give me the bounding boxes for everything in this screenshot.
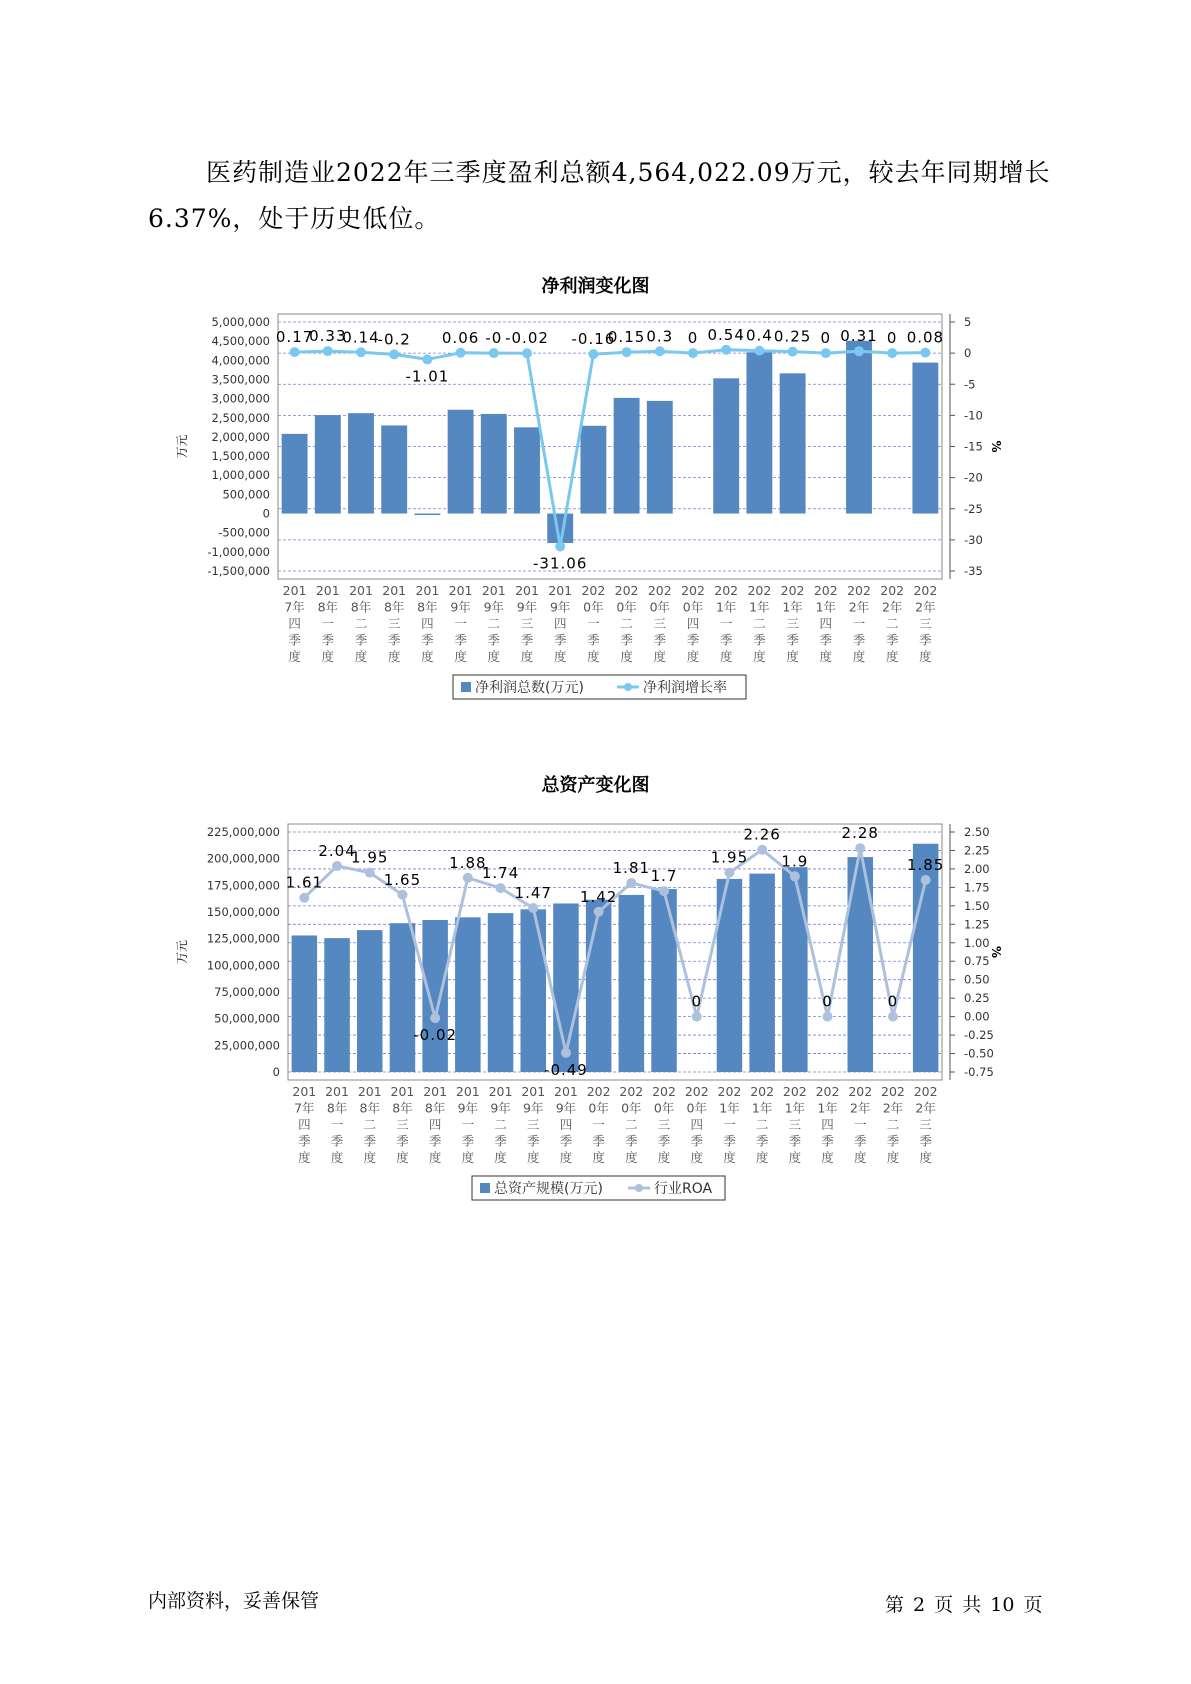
left-axis-tick-label: 150,000,000 [206, 905, 280, 919]
right-axis-tick-label: 1.75 [964, 880, 990, 895]
x-tick-label: 201 9年二季度 [488, 1084, 513, 1165]
data-label: 0.31 [840, 327, 878, 346]
bar [520, 909, 546, 1072]
bar [713, 378, 739, 513]
left-axis-tick-label: 25,000,000 [214, 1038, 280, 1053]
line-point [921, 875, 931, 885]
left-axis-tick-label: 1,000,000 [211, 468, 270, 483]
x-tick-label: 201 7年四季度 [282, 583, 307, 664]
bar [846, 341, 872, 514]
right-axis-tick-label: -5 [964, 377, 976, 392]
body-paragraph: 医药制造业2022年三季度盈利总额4,564,022.09万元，较去年同期增长6.37%，处于历史低位。 [148, 158, 1051, 233]
data-label: -0.49 [544, 1060, 588, 1079]
line-point [721, 345, 731, 355]
line-point [496, 883, 506, 893]
legend-bar-swatch [461, 682, 471, 692]
total-assets-chart [0, 798, 1191, 1238]
data-label: 1.88 [449, 853, 487, 872]
data-label: 0 [691, 992, 703, 1011]
left-axis-tick-label: 1,500,000 [211, 449, 270, 464]
x-tick-label: 201 8年四季度 [415, 583, 440, 664]
data-label: 0.14 [342, 328, 380, 347]
line-point [397, 890, 407, 900]
legend-bar-label: 净利润总数(万元) [475, 680, 584, 696]
line-point [788, 347, 798, 357]
data-label: 1.47 [514, 884, 552, 903]
line-point [622, 347, 632, 357]
x-tick-label: 201 9年二季度 [481, 583, 506, 664]
x-tick-label: 201 8年三季度 [390, 1084, 415, 1165]
data-label: 1.95 [351, 848, 389, 867]
bar [324, 938, 350, 1072]
bar [614, 398, 640, 514]
bar [651, 889, 677, 1072]
left-axis-label: 万元 [175, 939, 189, 965]
right-axis-tick-label: -15 [964, 439, 983, 454]
x-tick-label: 202 2年三季度 [913, 1084, 938, 1165]
x-tick-label: 202 0年四季度 [681, 583, 705, 664]
line-point [323, 346, 333, 356]
right-axis-tick-label: -10 [964, 408, 983, 423]
right-axis-tick-label: 1.25 [964, 917, 990, 932]
line-point [290, 347, 300, 357]
x-tick-label: 202 0年二季度 [619, 1084, 644, 1165]
x-tick-label: 201 9年四季度 [548, 583, 573, 664]
line-point [356, 347, 366, 357]
legend-line-marker [635, 1184, 643, 1192]
x-tick-label: 202 2年二季度 [880, 583, 905, 664]
left-axis-tick-label: 0 [272, 1065, 280, 1079]
right-axis-tick-label: 0.00 [964, 1009, 990, 1024]
line-point [659, 886, 669, 896]
x-tick-label: 202 1年二季度 [750, 1084, 775, 1165]
left-axis-tick-label: 2,000,000 [211, 429, 270, 444]
left-axis-tick-label: 200,000,000 [206, 851, 280, 866]
data-label: 0.4 [745, 326, 773, 345]
data-label: -0.2 [377, 330, 411, 349]
right-axis-tick-label: -0.75 [964, 1065, 994, 1079]
right-axis-tick-label: 0.25 [964, 991, 990, 1006]
x-tick-label: 202 1年四季度 [813, 583, 838, 664]
line-point [920, 348, 930, 358]
net-profit-chart-title: 净利润变化图 [541, 276, 650, 297]
line-point [790, 871, 800, 881]
x-tick-label: 202 2年二季度 [881, 1084, 905, 1165]
line-point [489, 348, 499, 358]
line-point [422, 354, 432, 364]
net-profit-chart [0, 300, 1191, 740]
left-axis-tick-label: 4,000,000 [211, 353, 270, 368]
line-point [528, 903, 538, 913]
bar [488, 913, 514, 1072]
line-point [389, 349, 399, 359]
line-point [594, 907, 604, 917]
data-label: 1.9 [781, 852, 809, 871]
bar [912, 363, 938, 514]
left-axis-tick-label: 100,000,000 [206, 958, 280, 973]
data-label: 0.15 [607, 328, 646, 347]
data-label: 0.54 [707, 325, 745, 344]
data-label: 0 [687, 329, 699, 348]
data-label: 0 [820, 329, 832, 348]
x-tick-label: 202 2年三季度 [913, 583, 938, 664]
left-axis-tick-label: -1,000,000 [207, 544, 270, 559]
data-label: 2.28 [841, 824, 879, 843]
legend-bar-label: 总资产规模(万元) [494, 1181, 603, 1197]
total-assets-chart-title: 总资产变化图 [541, 775, 650, 796]
left-axis-tick-label: 50,000,000 [214, 1011, 280, 1026]
bar [586, 900, 612, 1072]
legend-bar-swatch [480, 1183, 490, 1193]
left-axis-tick-label: -1,500,000 [207, 564, 270, 578]
x-tick-label: 201 8年一季度 [315, 583, 340, 664]
data-label: 1.81 [612, 858, 651, 877]
line-point [555, 541, 565, 551]
x-tick-label: 201 9年三季度 [515, 583, 539, 664]
bar [348, 413, 374, 513]
right-axis-tick-label: -30 [964, 532, 983, 547]
bar [381, 425, 407, 513]
right-axis-tick-label: 0 [964, 346, 972, 361]
x-tick-label: 202 1年四季度 [815, 1084, 840, 1165]
data-label: 0.17 [275, 328, 314, 347]
left-axis-tick-label: 500,000 [222, 487, 270, 502]
bar [619, 895, 645, 1072]
right-axis-tick-label: 1.50 [964, 898, 990, 913]
data-label: 0.33 [309, 327, 347, 346]
data-label: 0.08 [906, 328, 945, 347]
bar [749, 874, 775, 1072]
right-axis-tick-label: 2.00 [964, 861, 990, 876]
right-axis-label: % [989, 945, 1003, 959]
data-label: -0.02 [505, 329, 549, 348]
line-point [655, 346, 665, 356]
right-axis-tick-label: -25 [964, 501, 983, 516]
data-label: -0 [485, 329, 503, 348]
data-label: 0.3 [646, 327, 674, 346]
right-axis-tick-label: -35 [964, 564, 983, 578]
legend-line-label: 行业ROA [654, 1181, 713, 1197]
line-point [522, 348, 532, 358]
left-axis-tick-label: 175,000,000 [206, 878, 280, 893]
data-label: 0 [822, 992, 833, 1011]
right-axis-tick-label: 0.50 [964, 972, 990, 987]
right-axis-tick-label: 0.75 [964, 954, 990, 969]
data-label: 0 [886, 329, 898, 348]
data-label: 1.65 [383, 870, 422, 889]
data-label: 1.42 [579, 887, 618, 906]
bar [315, 415, 341, 513]
bar [647, 401, 673, 514]
bar [782, 867, 808, 1072]
line-point [888, 1012, 898, 1022]
x-tick-label: 201 8年四季度 [423, 1084, 448, 1165]
x-tick-label: 201 8年二季度 [357, 1084, 382, 1165]
line-point [887, 348, 897, 358]
left-axis-tick-label: 4,500,000 [211, 334, 270, 349]
bar [414, 514, 440, 516]
bar [390, 923, 416, 1072]
line-point [757, 845, 767, 855]
x-tick-label: 201 7年四季度 [292, 1084, 317, 1165]
x-tick-label: 201 8年一季度 [325, 1084, 349, 1165]
line-point [626, 878, 636, 888]
line-point [430, 1013, 440, 1023]
left-axis-tick-label: 225,000,000 [206, 825, 280, 839]
data-label: 1.85 [906, 856, 945, 874]
line-point [855, 843, 865, 853]
bar [746, 352, 772, 513]
bar [580, 426, 606, 514]
data-label: 2.04 [318, 841, 356, 860]
bar [780, 373, 806, 513]
left-axis-tick-label: 125,000,000 [206, 931, 280, 946]
x-tick-label: 202 1年一季度 [714, 583, 739, 664]
data-label: -1.01 [405, 367, 450, 386]
x-tick-label: 202 1年一季度 [717, 1084, 742, 1165]
line-point [692, 1012, 702, 1022]
bar [481, 414, 507, 514]
data-label: -31.06 [533, 554, 588, 573]
left-axis-tick-label: 0 [262, 506, 270, 521]
line-point [561, 1048, 571, 1058]
legend-line-marker [624, 683, 632, 691]
data-label: 2.26 [743, 825, 781, 844]
line-point [823, 1012, 833, 1022]
left-axis-tick-label: 75,000,000 [214, 985, 280, 999]
bar [455, 917, 481, 1072]
x-tick-label: 202 0年二季度 [614, 583, 639, 664]
x-tick-label: 201 9年一季度 [455, 1084, 480, 1165]
data-label: 1.61 [285, 873, 324, 892]
left-axis-tick-label: -500,000 [218, 525, 270, 540]
right-axis-tick-label: -0.25 [964, 1028, 994, 1043]
line-point [724, 868, 734, 878]
data-label: -0.02 [413, 1026, 458, 1045]
line-point [688, 348, 698, 358]
line-point [821, 348, 831, 358]
line-point [754, 346, 764, 356]
x-tick-label: 202 0年三季度 [652, 1084, 676, 1165]
line-point [456, 348, 466, 358]
data-label: 0.25 [773, 327, 812, 346]
x-tick-label: 202 0年一季度 [586, 1084, 611, 1165]
left-axis-tick-label: 5,000,000 [211, 315, 270, 329]
left-axis-label: 万元 [175, 434, 189, 459]
right-axis-label: % [989, 440, 1003, 453]
right-axis-tick-label: -0.50 [964, 1046, 994, 1061]
line-point [463, 873, 473, 883]
right-axis-tick-label: 2.25 [964, 843, 990, 858]
x-tick-label: 202 1年三季度 [780, 583, 805, 664]
line-point [365, 868, 375, 878]
data-label: -0.16 [571, 330, 616, 349]
legend-line-label: 净利润增长率 [643, 680, 727, 696]
x-tick-label: 201 9年三季度 [521, 1084, 546, 1165]
line-point [854, 346, 864, 356]
data-label: 0 [887, 992, 899, 1011]
bar [514, 427, 540, 513]
line-point [299, 893, 309, 903]
bar [357, 930, 383, 1072]
x-tick-label: 201 9年一季度 [448, 583, 473, 664]
bar [292, 935, 318, 1072]
x-tick-label: 202 2年一季度 [848, 1084, 873, 1165]
x-tick-label: 201 8年三季度 [382, 583, 407, 664]
footer-page-number: 第 2 页 共 10 页 [885, 1594, 1043, 1616]
x-tick-label: 201 9年四季度 [554, 1084, 578, 1165]
left-axis-tick-label: 3,000,000 [211, 391, 270, 406]
data-label: 1.74 [481, 864, 520, 883]
data-label: 0.06 [441, 328, 480, 347]
right-axis-tick-label: 1.00 [964, 935, 990, 950]
footer-confidential-note: 内部资料，妥善保管 [148, 1590, 320, 1612]
bar [448, 410, 474, 514]
bar [422, 920, 448, 1072]
right-axis-tick-label: 5 [964, 315, 972, 329]
x-tick-label: 202 2年一季度 [847, 583, 871, 664]
data-label: 1.7 [650, 867, 678, 886]
x-tick-label: 202 1年三季度 [782, 1084, 807, 1165]
x-tick-label: 202 0年三季度 [647, 583, 672, 664]
x-tick-label: 201 8年二季度 [349, 583, 373, 664]
left-axis-tick-label: 3,500,000 [211, 372, 270, 387]
line-point [332, 861, 342, 871]
x-tick-label: 202 1年二季度 [747, 583, 772, 664]
bar [282, 434, 308, 514]
x-tick-label: 202 0年四季度 [684, 1084, 709, 1165]
data-label: 1.95 [710, 848, 749, 867]
line-point [588, 349, 598, 359]
left-axis-tick-label: 2,500,000 [211, 410, 270, 425]
right-axis-tick-label: 2.50 [964, 825, 990, 839]
x-tick-label: 202 0年一季度 [581, 583, 606, 664]
right-axis-tick-label: -20 [964, 470, 983, 485]
